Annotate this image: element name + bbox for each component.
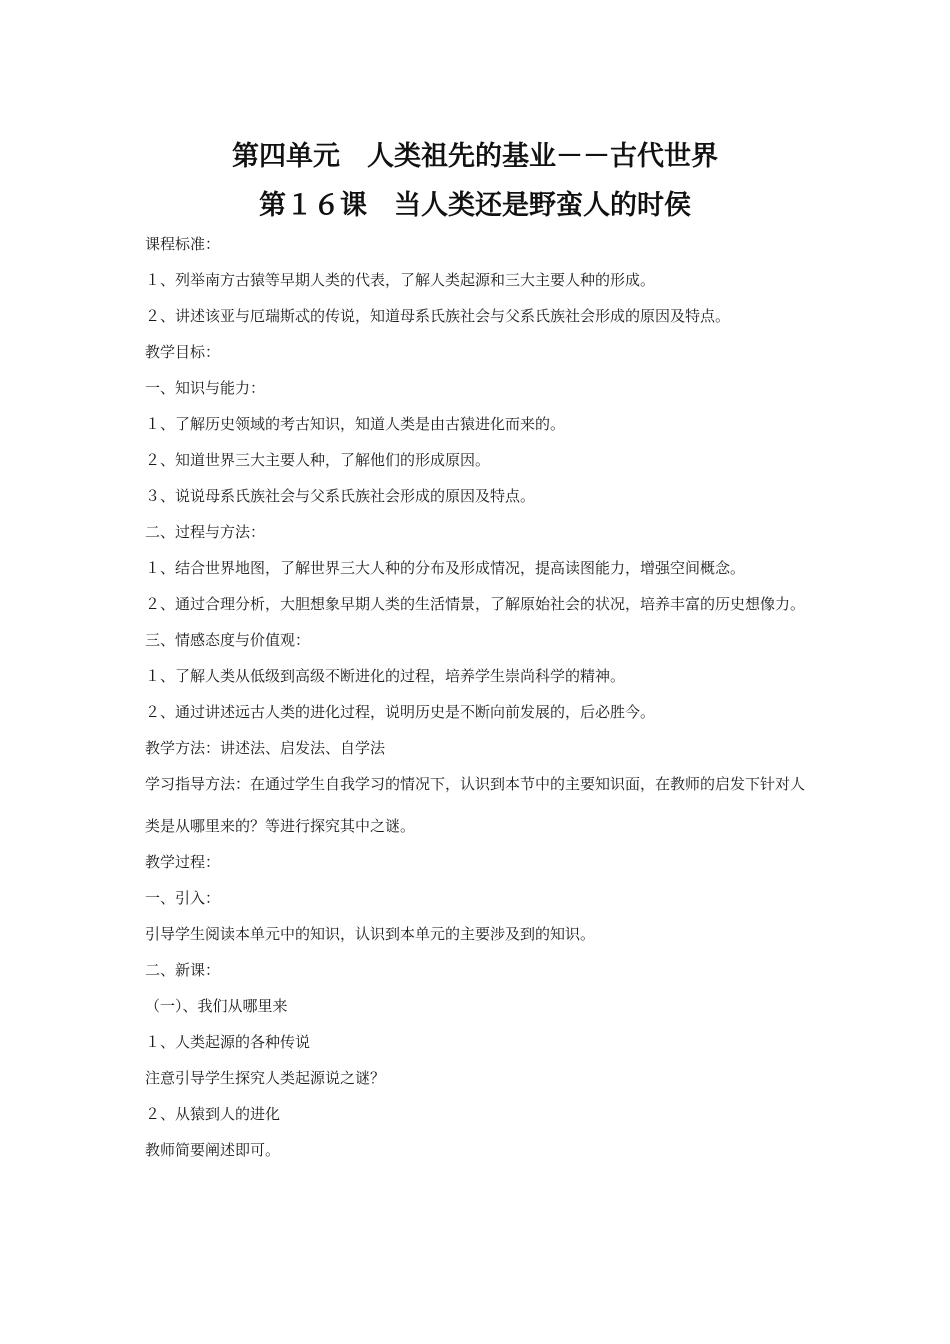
list-item: １、人类起源的各种传说	[145, 1033, 311, 1051]
section-heading-teaching-process: 教学过程：	[145, 853, 221, 871]
unit-title: 第四单元 人类祖先的基业－－古代世界	[232, 141, 718, 172]
learning-guidance: 学习指导方法：在通过学生自我学习的情况下，认识到本节中的主要知识面，在教师的启发下针对人类是从哪里来的？等进行探究其中之谜。	[145, 775, 806, 835]
goal-item: ２、通过合理分析，大胆想象早期人类的生活情景，了解原始社会的状况，培养丰富的历史想像力。	[145, 595, 806, 613]
paragraph: 注意引导学生探究人类起源说之谜？	[145, 1069, 386, 1087]
goal-item: ２、通过讲述远古人类的进化过程，说明历史是不断向前发展的，后必胜今。	[145, 703, 656, 721]
subheading-process-method: 二、过程与方法：	[145, 523, 266, 541]
goal-item: １、结合世界地图，了解世界三大人种的分布及形成情况，提高读图能力，增强空间概念。	[145, 559, 746, 577]
teaching-methods: 教学方法：讲述法、启发法、自学法	[145, 739, 386, 757]
list-item: ２、从猿到人的进化	[145, 1105, 281, 1123]
document-body	[145, 226, 813, 1168]
section-heading-curriculum-standards: 课程标准：	[145, 235, 221, 253]
goal-item: ３、说说母系氏族社会与父系氏族社会形成的原因及特点。	[145, 487, 536, 505]
goal-item: １、了解历史领域的考古知识，知道人类是由古猿进化而来的。	[145, 415, 566, 433]
subheading-emotion-values: 三、情感态度与价值观：	[145, 631, 311, 649]
standard-item: ２、讲述该亚与厄瑞斯忒的传说，知道母系氏族社会与父系氏族社会形成的原因及特点。	[145, 307, 731, 325]
subheading-new-lesson: 二、新课：	[145, 961, 221, 979]
goal-item: ２、知道世界三大主要人种，了解他们的形成原因。	[145, 451, 491, 469]
goal-item: １、了解人类从低级到高级不断进化的过程，培养学生崇尚科学的精神。	[145, 667, 626, 685]
paragraph: 教师简要阐述即可。	[145, 1141, 281, 1159]
standard-item: １、列举南方古猿等早期人类的代表，了解人类起源和三大主要人种的形成。	[145, 271, 656, 289]
paragraph: 引导学生阅读本单元中的知识，认识到本单元的主要涉及到的知识。	[145, 925, 596, 943]
subheading-introduction: 一、引入：	[145, 889, 221, 907]
section-heading-teaching-goals: 教学目标：	[145, 343, 221, 361]
subheading-knowledge-ability: 一、知识与能力：	[145, 379, 266, 397]
lesson-title: 第１６课 当人类还是野蛮人的时侯	[259, 190, 691, 221]
subsection-heading: （一）、我们从哪里来	[145, 997, 288, 1015]
